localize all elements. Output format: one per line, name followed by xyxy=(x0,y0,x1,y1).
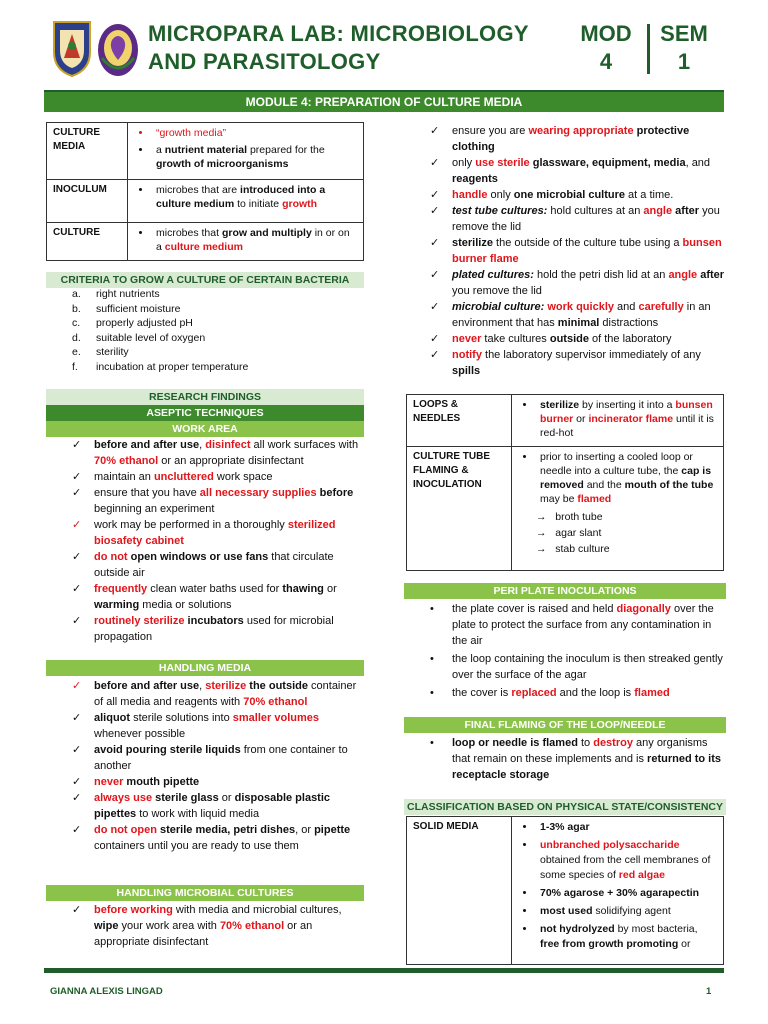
handling-media-heading: HANDLING MEDIA xyxy=(46,660,364,676)
list-item: f. incubation at proper temperature xyxy=(72,360,249,373)
list-item: b. sufficient moisture xyxy=(72,302,181,315)
work-area-heading: WORK AREA xyxy=(46,421,364,437)
definitions-table: CULTURE MEDIA • “growth media” • a nutrient material prepared for the growth of microorganisms INOCULUM • microbes that are introduced into a culture medium to initiate growth CULTURE • microbes that grow and multiply in or on a culture medium xyxy=(46,122,364,261)
work-area-list: ✓ before and after use, disinfect all work surfaces with 70% ethanol or an appropriate disinfectant ✓ maintain an uncluttered work space ✓ ensure that you have all necessary supplies before beginning an experiment ✓ work may be performed in a thoroughly sterilized biosafety cabinet ✓ do not open windows or use fans that circulate outside air ✓ frequently clean water baths used for thawing or warming media or solutions ✓ routinely sterilize incubators used for microbial propagation xyxy=(72,439,359,643)
aseptic-techniques-heading: ASEPTIC TECHNIQUES xyxy=(46,405,364,421)
module-title-bar: MODULE 4: PREPARATION OF CULTURE MEDIA xyxy=(44,90,724,112)
list-item: e. sterility xyxy=(72,346,129,358)
term-loops-needles: LOOPS & NEEDLES xyxy=(407,395,512,447)
page-title: MICROPARA LAB: MICROBIOLOGY AND PARASITOLOGY xyxy=(148,21,529,74)
semester-indicator: SEM 1 xyxy=(660,21,708,74)
handling-cultures-heading: HANDLING MICROBIAL CULTURES xyxy=(46,885,364,901)
classification-table: SOLID MEDIA • 1-3% agar • unbranched polysaccharide obtained from the cell membranes of some species of red algae • 70% agarose + 30% agarapectin • most used solidifying agent • not hydrolyzed by most bacteria, free from growth promoting or xyxy=(406,816,724,965)
handling-media-list: ✓ before and after use, sterilize the outside container of all media and reagents with 70% ethanol ✓ aliquot sterile solutions into smaller volumes whenever possible ✓ avoid pouring sterile liquids from one container to another ✓ never mouth pipette ✓ always use sterile glass or disposable plastic pipettes to work with liquid media ✓ do not open sterile media, petri dishes, or pipette containers until you are ready to use them xyxy=(72,680,357,852)
term-solid-media: SOLID MEDIA xyxy=(407,817,512,965)
loops-table: LOOPS & NEEDLES • sterilize by inserting it into a bunsen burner or incinerator flame until it is red-hot CULTURE TUBE FLAMING & INOCULATION • prior to inserting a cooled loop or needle into a culture tube, the cap is removed and the mouth of the tube may be flamed → broth tube → agar slant → stab culture xyxy=(406,394,724,571)
list-item: → broth tube xyxy=(536,511,603,523)
header-divider xyxy=(647,24,650,74)
peri-plate-heading: PERI PLATE INOCULATIONS xyxy=(404,583,726,599)
list-item: → stab culture xyxy=(536,543,610,555)
cultures-precautions-list: ✓ ensure you are wearing appropriate protective clothing ✓ only use sterile glassware, equipment, media, and reagents ✓ handle only one microbial culture at a time. ✓ test tube cultures: hold cultures at an angle after you remove the lid ✓ sterilize the outside of the culture tube using a bunsen burner flame ✓ plated cultures: hold the petri dish lid at an angle after you remove the lid ✓ microbial culture: work quickly and carefully in an environment that has minimal distractions ✓ never take cultures outside of the laboratory ✓ notify the laboratory supervisor immediately of any spills xyxy=(430,125,725,377)
classification-heading: CLASSIFICATION BASED ON PHYSICAL STATE/CONSISTENCY xyxy=(404,799,726,815)
footer-rule xyxy=(44,968,724,973)
university-seal-logo xyxy=(50,18,94,78)
peri-plate-list: • the plate cover is raised and held diagonally over the plate to protect the surface from any contamination in the air • the loop containing the inoculum is then streaked gently over the surface of the agar • the cover is replaced and the loop is flamed xyxy=(430,603,723,699)
criteria-list xyxy=(46,287,364,374)
page-number: 1 xyxy=(706,986,712,997)
term-culture-tube-flaming: CULTURE TUBE FLAMING & INOCULATION xyxy=(407,447,512,571)
final-flaming-heading: FINAL FLAMING OF THE LOOP/NEEDLE xyxy=(404,717,726,733)
module-indicator: MOD 4 xyxy=(580,21,632,74)
list-item: c. properly adjusted pH xyxy=(72,317,193,329)
term-culture: CULTURE xyxy=(47,223,128,261)
handling-cultures-list: ✓ before working with media and microbial cultures, wipe your work area with 70% ethanol or an appropriate disinfectant xyxy=(72,904,342,948)
list-item: a. right nutrients xyxy=(72,288,160,300)
criteria-heading: CRITERIA TO GROW A CULTURE OF CERTAIN BACTERIA xyxy=(46,272,364,288)
college-seal-logo xyxy=(96,18,140,78)
research-findings-heading: RESEARCH FINDINGS xyxy=(46,389,364,405)
footer-author: GIANNA ALEXIS LINGAD xyxy=(50,986,163,997)
term-culture-media: CULTURE MEDIA xyxy=(47,123,128,180)
term-inoculum: INOCULUM xyxy=(47,180,128,223)
list-item: → agar slant xyxy=(536,527,602,539)
list-item: d. suitable level of oxygen xyxy=(72,331,206,344)
final-flaming-list: • loop or needle is flamed to destroy any organisms that remain on these implements and is returned to its receptacle storage xyxy=(430,737,721,781)
